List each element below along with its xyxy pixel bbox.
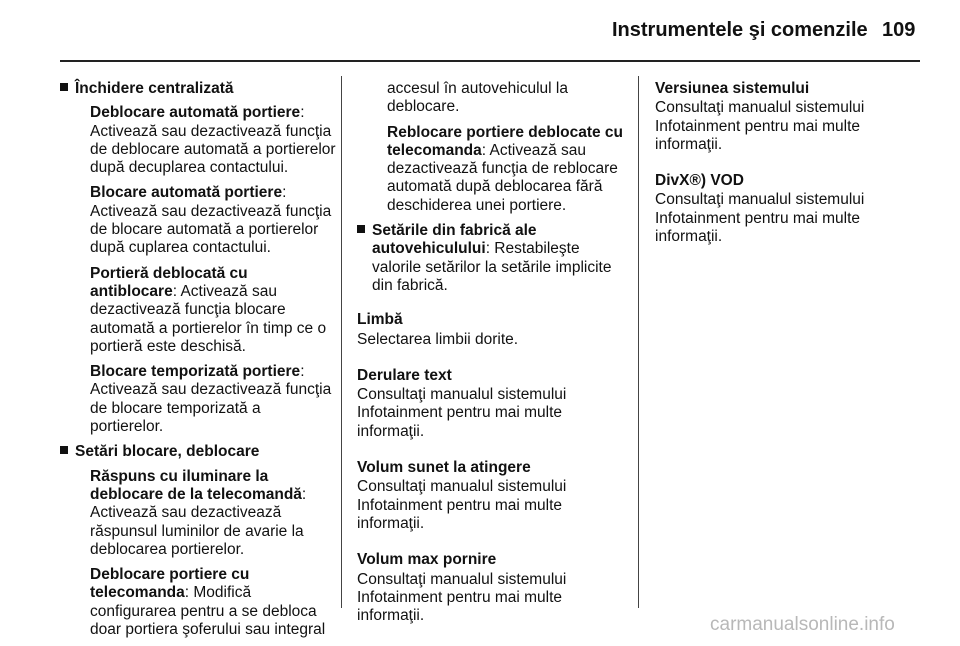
section-title: Derulare text — [357, 366, 452, 384]
setting-item — [90, 104, 338, 177]
section-title: Volum sunet la atingere — [357, 459, 531, 477]
setting-description: : Modifică configurarea pentru a se debloca doar portiera şoferului sau integral — [90, 584, 326, 639]
setting-name: Reblocare portiere deblocate cu telecomanda — [387, 123, 624, 159]
setting-description: : Restabileşte valorile setărilor la setările implicite din fabrică. — [372, 240, 612, 294]
section-text: Consultaţi manualul sistemului Infotainment pentru mai multe informaţii. — [357, 478, 567, 532]
bullet-heading-text: Setările din fabrică ale autovehiculului — [372, 222, 537, 258]
setting-item — [90, 184, 338, 257]
section-text: Consultaţi manualul sistemului Infotainment pentru mai multe informaţii. — [655, 99, 865, 153]
bullet-heading-text: Închidere centralizată — [75, 80, 234, 97]
watermark: carmanualsonline.info — [710, 614, 895, 635]
setting-item — [387, 124, 629, 215]
bullet-heading — [75, 443, 338, 461]
setting-name: Portieră deblocată cu antiblocare — [90, 264, 248, 300]
square-bullet-icon — [60, 446, 68, 454]
column-divider-2 — [638, 76, 639, 608]
bullet-heading-text: Setări blocare, deblocare — [75, 443, 260, 461]
setting-name: Deblocare portiere cu telecomanda — [90, 566, 250, 602]
square-bullet-icon — [60, 83, 68, 91]
section — [655, 172, 920, 246]
column-divider-1 — [341, 76, 342, 608]
page-title: Instrumentele şi comenzile — [612, 19, 868, 41]
column-3 — [655, 80, 920, 264]
page-number: 109 — [882, 19, 916, 41]
setting-item — [90, 566, 338, 639]
section-text: Selectarea limbii dorite. — [357, 330, 519, 348]
section-text: Consultaţi manualul sistemului Infotainment pentru mai multe informaţii. — [357, 386, 567, 440]
section-title: Limbă — [357, 311, 403, 329]
setting-name: Blocare automată portiere — [90, 184, 283, 202]
setting-description: : Activează sau dezactivează funcţia blocare automată a portierelor în timp ce o portieră este deschisă. — [90, 282, 327, 355]
section — [655, 80, 920, 154]
setting-description: : Activează sau dezactivează funcţia de reblocare automată după deblocarea fără deschiderea unei portiere. — [387, 141, 618, 214]
setting-item — [90, 265, 338, 356]
bullet-heading — [75, 80, 338, 98]
setting-description: : Activează sau dezactivează funcţia de blocare automată a portierelor după cuplarea contactului. — [90, 184, 332, 257]
page-header — [0, 0, 960, 60]
setting-name: Blocare temporizată portiere — [90, 363, 301, 381]
setting-description: : Activează sau dezactivează răspunsul luminilor de avarie la deblocarea portierelor. — [90, 485, 307, 558]
setting-name: Răspuns cu iluminare la deblocare de la telecomandă — [90, 467, 302, 503]
header-divider — [60, 60, 920, 62]
section-text: Consultaţi manualul sistemului Infotainment pentru mai multe informaţii. — [655, 191, 865, 246]
section — [357, 367, 629, 441]
section-text: Consultaţi manualul sistemului Infotainment pentru mai multe informaţii. — [357, 570, 567, 625]
section-title: Volum max pornire — [357, 551, 497, 569]
section — [357, 311, 629, 349]
section — [357, 459, 629, 533]
setting-item — [90, 468, 338, 559]
setting-item — [90, 363, 338, 436]
square-bullet-icon — [357, 225, 365, 233]
column-2 — [357, 80, 629, 643]
bullet-heading — [372, 222, 629, 295]
section — [357, 551, 629, 625]
column-1 — [60, 80, 338, 646]
setting-description: : Activează sau dezactivează funcţia de deblocare automată a portierelor după decuplarea contactului. — [90, 104, 336, 177]
setting-description: : Activează sau dezactivează funcţia de blocare temporizată a portierelor. — [90, 363, 332, 436]
setting-continuation: accesul în autovehiculul la deblocare. — [387, 80, 568, 116]
setting-name: Deblocare automată portiere — [90, 104, 301, 122]
section-title: DivX®) VOD — [655, 172, 744, 190]
section-title: Versiunea sistemului — [655, 80, 810, 97]
